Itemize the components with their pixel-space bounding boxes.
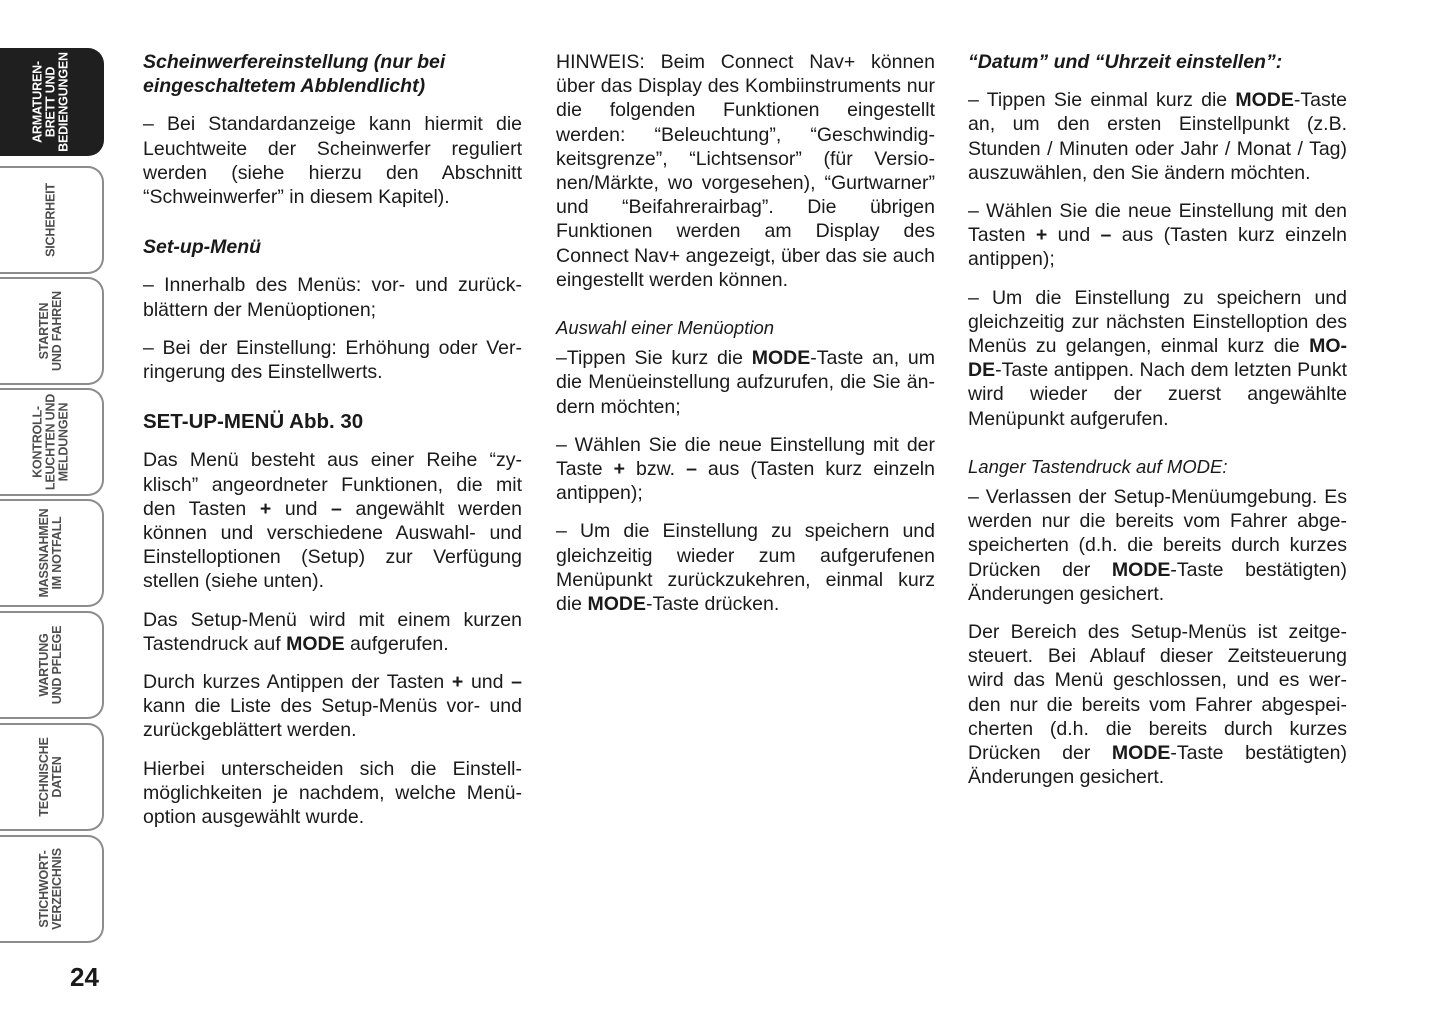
plus-key: + (259, 497, 272, 520)
text: Das Setup-Menü wird mit einem kurzen Tastendruck auf (143, 608, 522, 655)
tab-label: STICHWORT- VERZEICHNIS (37, 848, 64, 930)
text: kann die Liste des Setup-Menüs vor- und zurückgeblättert werden. (143, 695, 522, 742)
tab-stichwortverzeichnis[interactable] (0, 835, 104, 943)
paragraph (556, 433, 935, 506)
paragraph: – Bei der Einstellung: Erhöhung oder Verringerung des Einstellwerts. (143, 336, 522, 384)
tab-kontrollleuchten[interactable] (0, 388, 104, 496)
text-column-2 (556, 50, 935, 630)
mode-key: MODE (1111, 742, 1171, 765)
text: – Verlassen der Setup-Menüumgebung. Es werden nur die bereits vom Fahrer abgespeicherten (d.h. die bereits durch kurzes Drücken der (968, 486, 1347, 581)
text-column-1 (143, 50, 522, 843)
text: aus (Tasten kurz einzeln antippen); (556, 458, 935, 505)
mode-key: MODE (751, 347, 811, 370)
tab-label: SICHERHEIT (43, 183, 58, 257)
page-number: 24 (70, 962, 99, 992)
paragraph (556, 346, 935, 419)
paragraph (143, 448, 522, 593)
paragraph (968, 620, 1347, 789)
text: und (463, 671, 512, 694)
tab-label: MASSNAHMEN IM NOTFALL (37, 508, 64, 598)
tab-label: KONTROLL- LEUCHTEN UND MELDUNGEN (30, 393, 71, 491)
tab-label: TECHNISCHE DATEN (37, 737, 64, 817)
text: – Tippen Sie einmal kurz die (968, 89, 1236, 112)
text: – Wählen Sie die neue Einstellung mit der Taste (556, 433, 935, 481)
paragraph (968, 485, 1347, 606)
section-heading-setup-menu: SET-UP-MENÜ Abb. 30 (143, 410, 364, 434)
heading-scheinwerfereinstellung: Scheinwerfereinstellung (nur bei eingeschaltetem Abblendlicht) (143, 51, 446, 98)
text: – Wählen Sie die neue Einstellung mit den Tasten (968, 200, 1347, 247)
text: -Taste bestätigten) Änderungen gesichert. (968, 558, 1347, 605)
text: -Taste an, um die Menüeinstellung aufzurufen, die Sie ändern möchten; (556, 347, 935, 418)
text: – Um die Einstellung zu speichern und gleichzeitig wieder zum aufgerufenen Menüpunkt zurückzukehren, einmal kurz die (556, 520, 935, 616)
heading-auswahl-menuoption: Auswahl einer Menüoption (556, 317, 775, 339)
heading-setup-menu: Set-up-Menü (143, 236, 262, 259)
mode-key: MODE (968, 335, 1347, 382)
paragraph (968, 199, 1347, 272)
tab-label: STARTEN UND FAHREN (37, 291, 64, 371)
text: aufgerufen. (344, 632, 449, 655)
text: angewählt werden können und verschiedene Auswahl- und Einstelloptionen (Setup) zur Verfügung stellen (siehe unten). (143, 497, 522, 593)
text: -Taste antippen. Nach dem letzten Punkt wird wieder der zuerst angewählte Menüpunkt aufgerufen. (968, 359, 1347, 430)
tab-label: WARTUNG UND PFLEGE (37, 625, 64, 705)
mode-key: MODE (1111, 558, 1171, 581)
minus-key: – (331, 497, 342, 520)
paragraph (968, 88, 1347, 185)
text: Durch kurzes Antippen der Tasten (143, 671, 452, 694)
paragraph: Hierbei unterscheiden sich die Einstellmöglichkeiten je nachdem, welche Menüoption ausgewählt wurde. (143, 757, 522, 829)
paragraph: – Innerhalb des Menüs: vor- und zurückblättern der Menüoptionen; (143, 274, 522, 321)
text: und (271, 497, 332, 520)
mode-key: MODE (1235, 89, 1294, 112)
paragraph (143, 670, 522, 743)
tab-massnahmen-im-notfall[interactable] (0, 499, 104, 607)
text: –Tippen Sie kurz die (556, 347, 752, 370)
text: und (1047, 224, 1101, 247)
text: bzw. (625, 458, 687, 481)
mode-key: MODE (587, 593, 646, 616)
text: – Um die Einstellung zu speichern und gleichzeitig zur nächsten Einstelloption des Menüs zu gelangen, einmal kurz die (968, 286, 1347, 358)
mode-key: MODE (286, 632, 345, 655)
heading-langer-tastendruck: Langer Tastendruck auf MODE: (968, 455, 1228, 477)
paragraph-hinweis: HINWEIS: Beim Connect Nav+ können über das Display des Kombiinstruments nur die folgenden Funktionen eingestellt werden: “Beleuchtung”, “Geschwindigkeitsgrenze”, “Lichtsensor” (für Versionen/Märkte, wo vorgesehen), “Gurtwarner” und “Beifahrerairbag”. Die übrigen Funktionen werden am Display des Connect Nav+ angezeigt, über das sie auch eingestellt werden können. (556, 51, 935, 291)
plus-key: + (1035, 224, 1048, 247)
tab-starten-und-fahren[interactable] (0, 277, 104, 385)
tab-technische-daten[interactable] (0, 723, 104, 831)
paragraph (143, 608, 522, 656)
tab-armaturenbrett[interactable] (0, 48, 104, 156)
text: -Taste bestätigten) Änderungen gesichert. (968, 742, 1347, 789)
text: -Taste an, um den ersten Einstellpunkt (z.B. Stunden / Minuten oder Jahr / Monat / Tag) auszuwählen, den Sie ändern möchten. (968, 89, 1347, 184)
minus-key: – (511, 671, 522, 694)
paragraph: – Bei Standardanzeige kann hiermit die Leuchtweite der Scheinwerfer reguliert werden (siehe hierzu den Abschnitt “Schweinwerfer” in diesem Kapitel). (143, 113, 522, 209)
plus-key: + (613, 458, 626, 481)
tab-label: ARMATUREN- BRETT UND BEDIENGUNGEN (30, 52, 71, 152)
tab-sicherheit[interactable] (0, 166, 104, 274)
minus-key: – (686, 458, 697, 481)
plus-key: + (451, 671, 464, 694)
paragraph (968, 286, 1347, 431)
heading-datum-uhrzeit: “Datum” und “Uhrzeit einstellen”: (968, 51, 1283, 73)
text: aus (Tasten kurz einzeln antippen); (968, 224, 1347, 271)
text-column-3 (968, 50, 1347, 803)
minus-key: – (1100, 224, 1112, 247)
text: Das Menü besteht aus einer Reihe “zyklisch” angeordneter Funktionen, die mit den Tasten (143, 449, 522, 520)
tab-wartung-und-pflege[interactable] (0, 611, 104, 719)
text: -Taste drücken. (645, 593, 780, 616)
paragraph (556, 519, 935, 616)
text: Der Bereich des Setup-Menüs ist zeitgesteuert. Bei Ablauf dieser Zeitsteuerung wird das Menü geschlossen, und es werden nur die bereits vom Fahrer abgespeicherten (d.h. die bereits durch kurzes Drücken der (968, 621, 1347, 765)
